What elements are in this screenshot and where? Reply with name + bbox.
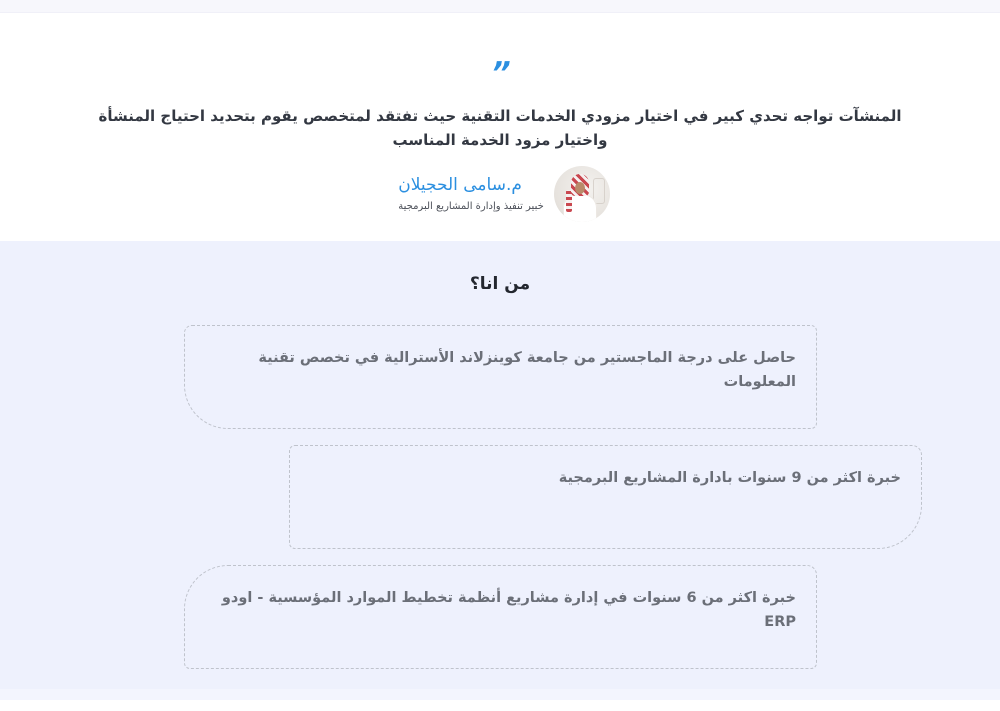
testimonial-quote: المنشآت تواجه تحدي كبير في اختيار مزودي الخدمات التقنية حيث تفتقد لمتخصص يقوم بتحديد احتياج المنشأة واختيار مزود الخدمة المناسب [98,107,902,149]
about-card-text: حاصل على درجة الماجستير من جامعة كوينزلاند الأسترالية في تخصص تقنية المعلومات [258,350,796,390]
testimonial-author [0,166,1000,222]
about-card-project-experience [289,445,922,549]
avatar-face [575,182,585,194]
top-band [0,0,1000,13]
about-title: من انا؟ [469,274,531,294]
section-footer-band [0,689,1000,700]
about-card-text: خبرة اكثر من 9 سنوات بادارة المشاريع البرمجية [558,470,901,486]
avatar [554,166,610,222]
about-section [0,241,1000,700]
author-role: خبير تنفيذ وإدارة المشاريع البرمجية [398,201,544,212]
testimonial-section [0,13,1000,241]
author-info [398,173,544,215]
about-card-erp-experience [184,565,817,669]
quote-icon: ” [491,56,509,91]
about-card-education [184,325,817,429]
about-card-text: خبرة اكثر من 6 سنوات في إدارة مشاريع أنظمة تخطيط الموارد المؤسسية - اودو ERP [221,590,796,630]
author-name: م.سامى الحجيلان [398,175,522,195]
